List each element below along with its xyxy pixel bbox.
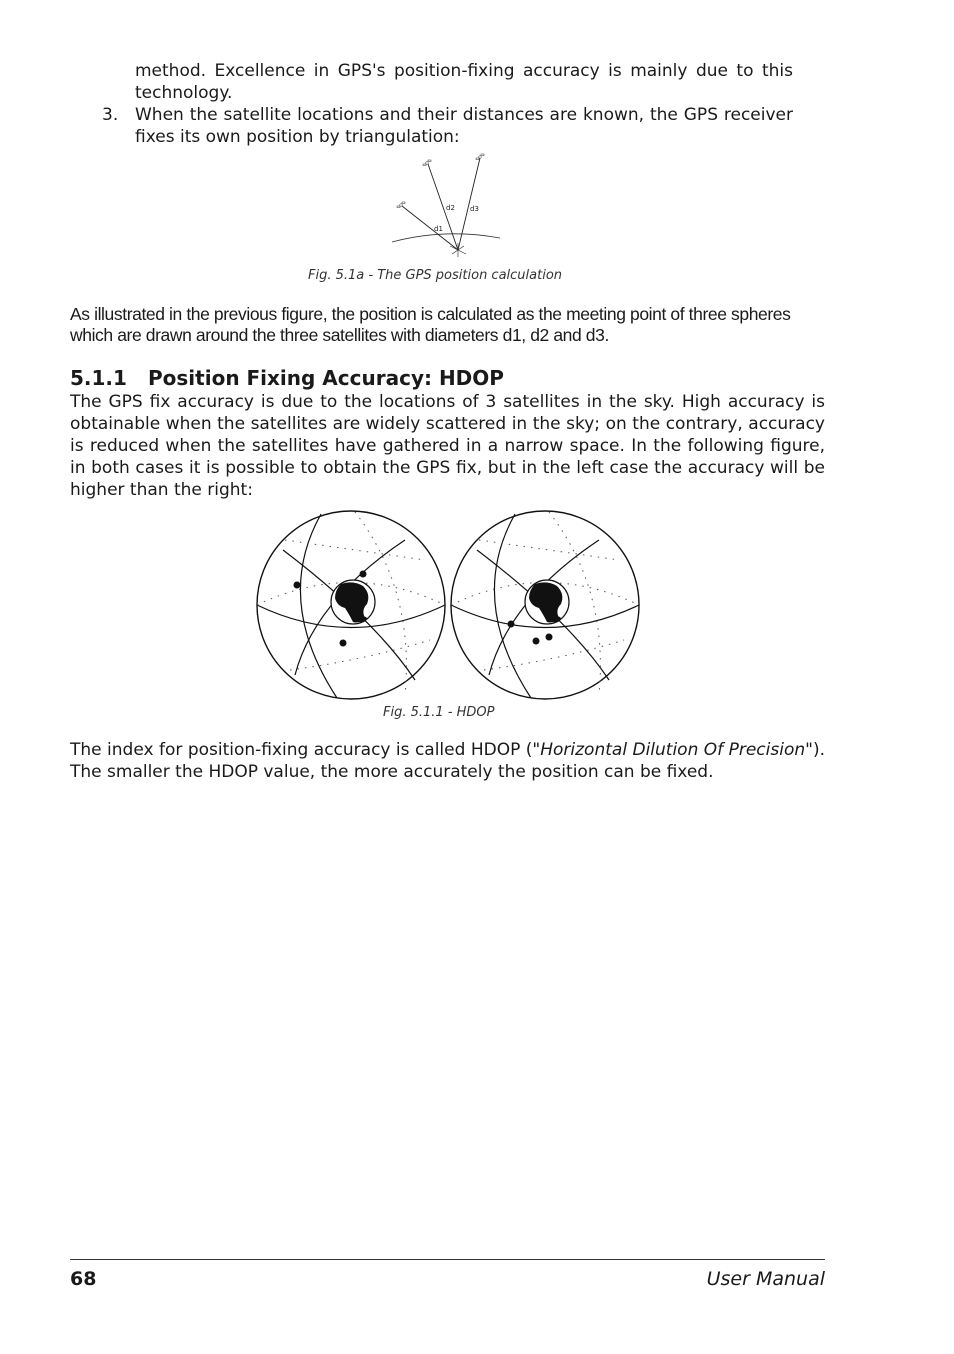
satellite-marker xyxy=(508,621,515,628)
figure-caption-hdop: Fig. 5.1.1 - HDOP xyxy=(383,705,495,720)
earth-icon xyxy=(525,580,569,624)
footer-rule xyxy=(70,1259,825,1260)
paragraph-hdop-index xyxy=(70,739,825,783)
list-item-text: When the satellite locations and their distances are known, the GPS receiver fixes its own position by triangulation: xyxy=(135,105,793,147)
hdop-globe-left xyxy=(257,511,445,699)
satellite-marker xyxy=(360,571,367,578)
distance-line-d1 xyxy=(402,206,458,250)
distance-line-d3 xyxy=(458,158,480,250)
satellite-marker xyxy=(294,582,301,589)
satellite-marker xyxy=(546,634,553,641)
label-d1: d1 xyxy=(434,225,443,233)
section-body: The GPS fix accuracy is due to the locations of 3 satellites in the sky. High accuracy is obtainable when the satellites are widely scattered in the sky; on the contrary, accuracy is reduced when the satellites have gathered in a narrow space. In the following figure, in both cases it is possible to obtain the GPS fix, but in the left case the accuracy will be higher than the right: xyxy=(70,392,825,500)
hdop-definition: "Horizontal Dilution Of Precision" xyxy=(532,740,813,760)
orbit-back-c xyxy=(290,640,430,670)
hdop-figure xyxy=(255,510,641,700)
satellite-1-icon xyxy=(397,202,405,208)
hdop-text-after: ). The smaller the HDOP value, the more accurately the position can be fixed. xyxy=(70,740,825,782)
label-d3: d3 xyxy=(470,205,479,213)
hdop-text-before: The index for position-fixing accuracy is called HDOP ( xyxy=(70,740,533,760)
footer-title: User Manual xyxy=(706,1268,825,1290)
list-continuation: method. Excellence in GPS's position-fixing accuracy is mainly due to this technology. xyxy=(135,61,793,103)
section-number: 5.1.1 xyxy=(70,366,127,390)
label-d2: d2 xyxy=(446,204,455,212)
hdop-globe-right xyxy=(451,511,639,699)
satellite-marker xyxy=(533,638,540,645)
section-title: Position Fixing Accuracy: HDOP xyxy=(148,366,504,390)
orbit-back-c xyxy=(484,640,624,670)
satellite-marker xyxy=(340,640,347,647)
page-number: 68 xyxy=(70,1268,97,1290)
satellite-2-icon xyxy=(423,160,431,166)
section-heading xyxy=(70,365,504,391)
earth-icon xyxy=(331,580,375,624)
paragraph-illustrated: As illustrated in the previous figure, the position is calculated as the meeting point of three spheres which are drawn around the three satellites with diameters d1, d2 and d3. xyxy=(70,304,791,345)
list-item-number: 3. xyxy=(102,105,119,125)
figure-caption-gps: Fig. 5.1a - The GPS position calculation xyxy=(308,268,563,283)
gps-triangulation-figure xyxy=(390,150,510,262)
